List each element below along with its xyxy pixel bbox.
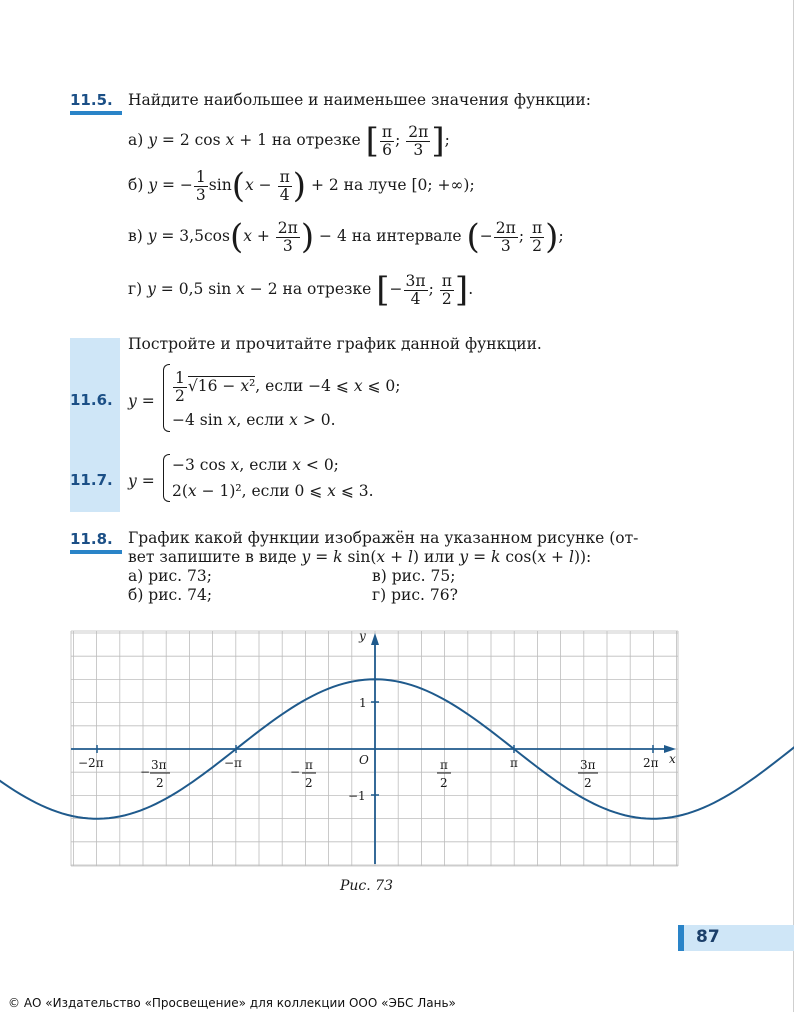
tick-label-pi-2-den: 2 xyxy=(440,776,448,790)
page-number-accent xyxy=(678,925,684,951)
problem-11-5-c: в) y = 3,5cos(x + $\frac{2\pi}{3}$ ) − 4 на интервале (− $\frac{2\pi}{3}$ ; $\frac{\pi}{2}$ ); xyxy=(128,217,564,257)
tick-label-minus-2pi: −2π xyxy=(78,756,104,770)
problem-11-8-d: г) рис. 76? xyxy=(372,586,458,604)
tick-label-pi-2-num: π xyxy=(440,758,448,772)
problems-intro: Постройте и прочитайте график данной функции. xyxy=(128,335,542,353)
copyright-footer: © АО «Издательство «Просвещение» для коллекции ООО «ЭБС Лань» xyxy=(8,996,456,1010)
figure-caption: Рис. 73 xyxy=(340,878,393,894)
problem-11-5-statement: Найдите наибольшее и наименьшее значения функции: xyxy=(128,91,591,109)
problem-number-11-5: 11.5. xyxy=(70,91,113,109)
tick-label-minus-pi-2-den: 2 xyxy=(305,776,313,790)
problem-11-8-a: а) рис. 73; xyxy=(128,567,212,585)
tick-label-minus-pi-2-sign: − xyxy=(290,765,301,779)
problem-11-8-line1: График какой функции изображён на указанном рисунке (от- xyxy=(128,529,639,547)
problem-11-5-a: а) y = 2 cos x + 1 на отрезке [ $\frac{\pi}{6}$ ; $\frac{2\pi}{3}$ ]; xyxy=(128,121,450,161)
tick-label-y-1: 1 xyxy=(359,696,367,710)
problem-11-6-case1: $\frac{1}{2}$ √16 − x², если −4 ⩽ x ⩽ 0; xyxy=(175,368,401,405)
problem-number-11-8: 11.8. xyxy=(70,530,113,548)
x-axis-label: x xyxy=(669,752,676,766)
tick-label-minus-3pi-2-den: 2 xyxy=(156,776,164,790)
problem-11-5-b: б) y = − $\frac{1}{3}$ sin(x − $\frac{\pi}{4}$ ) + 2 на луче [0; +∞); xyxy=(128,166,475,206)
tick-label-2pi: 2π xyxy=(643,756,659,770)
page-number: 87 xyxy=(696,927,720,947)
problem-11-7-case2: 2(x − 1)², если 0 ⩽ x ⩽ 3. xyxy=(172,482,374,500)
problem-11-7-case1: −3 cos x, если x < 0; xyxy=(172,456,339,474)
problem-number-11-6: 11.6. xyxy=(70,391,113,409)
problem-11-8-b: б) рис. 74; xyxy=(128,586,213,604)
problem-number-11-7: 11.7. xyxy=(70,471,113,489)
problem-11-8-c: в) рис. 75; xyxy=(372,567,456,585)
y-axis-label: y xyxy=(359,629,366,643)
y-axis-arrow xyxy=(371,633,379,645)
tick-label-minus-3pi-2-num: 3π xyxy=(151,758,167,772)
problem-11-6-case2: −4 sin x, если x > 0. xyxy=(172,411,336,429)
tick-label-minus-pi: −π xyxy=(224,756,242,770)
function-y-label: y = xyxy=(128,472,155,490)
problem-11-5-d: г) y = 0,5 sin x − 2 на отрезке [− $\frac{3\pi}{4}$ ; $\frac{\pi}{2}$ ]. xyxy=(128,270,474,310)
tick-label-minus-pi-2-num: π xyxy=(305,758,313,772)
tick-label-pi: π xyxy=(510,756,518,770)
tick-label-y-minus-1: −1 xyxy=(348,789,366,803)
problem-11-8-line2: вет запишите в виде y = k sin(x + l) или y = k cos(x + l)): xyxy=(128,548,592,566)
function-y-label: y = xyxy=(128,392,155,410)
tick-label-3pi-2-num: 3π xyxy=(580,758,596,772)
tick-label-minus-3pi-2-sign: − xyxy=(140,765,151,779)
tick-label-3pi-2-den: 2 xyxy=(584,776,592,790)
origin-label: O xyxy=(359,753,369,767)
